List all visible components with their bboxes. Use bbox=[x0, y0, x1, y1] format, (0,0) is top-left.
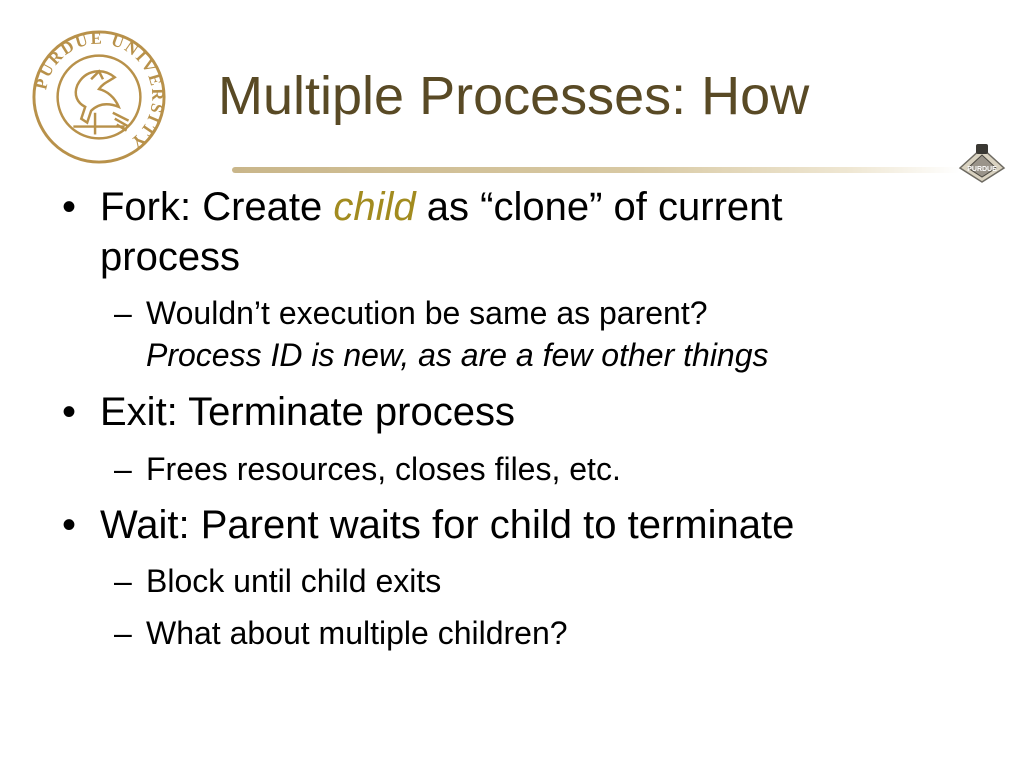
svg-text:PURDUE: PURDUE bbox=[967, 166, 997, 173]
bullet-wait-text: Wait: Parent waits for child to terminate bbox=[100, 503, 795, 547]
bullet-marker: • bbox=[62, 390, 77, 434]
sub-bullet-wait-2-text: What about multiple children? bbox=[146, 615, 568, 651]
sub-bullet-fork-line2: Process ID is new, as are a few other things bbox=[146, 337, 769, 373]
sub-bullet-fork-line1: Wouldn’t execution be same as parent? bbox=[146, 295, 708, 331]
sub-bullet-wait-1-text: Block until child exits bbox=[146, 563, 442, 599]
sub-bullet-dash: – bbox=[114, 451, 132, 487]
svg-text:PURDUE UNIVERSITY: PURDUE UNIVERSITY bbox=[31, 28, 168, 154]
sub-bullet-dash: – bbox=[114, 295, 132, 331]
bullet-fork-line1 bbox=[100, 184, 783, 230]
sub-bullet-dash: – bbox=[114, 615, 132, 651]
bullet-fork-line2: process bbox=[100, 235, 241, 279]
bullet-fork-rest: as “clone” of current bbox=[415, 185, 783, 229]
sub-bullet-exit-text: Frees resources, closes files, etc. bbox=[146, 451, 621, 487]
bullet-exit-text: Exit: Terminate process bbox=[100, 390, 515, 434]
bullet-fork-lead: Fork: Create bbox=[100, 185, 334, 229]
slide-title: Multiple Processes: How bbox=[218, 66, 810, 126]
sub-bullet-dash: – bbox=[114, 563, 132, 599]
bullet-marker: • bbox=[62, 503, 77, 547]
bullet-fork-highlight: child bbox=[333, 185, 416, 229]
bullet-marker: • bbox=[62, 185, 77, 229]
